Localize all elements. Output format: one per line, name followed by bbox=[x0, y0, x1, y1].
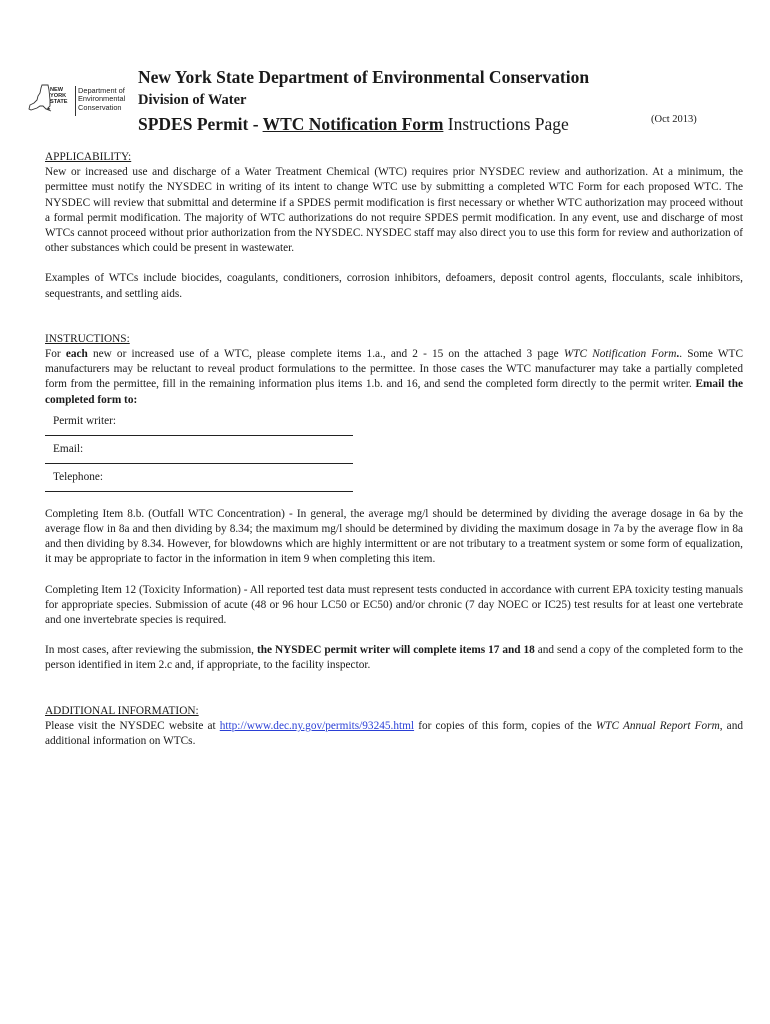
additional-info-heading: ADDITIONAL INFORMATION: bbox=[45, 704, 199, 717]
form-title: SPDES Permit - WTC Notification Form Instructions Page bbox=[138, 114, 569, 134]
instructions-paragraph: For each new or increased use of a WTC, please complete items 1.a., and 2 - 15 on the attached 3 page WTC Notification Form.. Some WTC manufacturers may be reluctant to reveal product formulations to the permittee. In those cases the WTC manufacturer may take a partially completed form from the permittee, fill in the remaining information plus items 1.b. and 16, and send the completed form directly to the permit writer. Email the completed form to: bbox=[45, 348, 743, 406]
additional-info-paragraph: Please visit the NYSDEC website at http://www.dec.ny.gov/permits/93245.html for copies of this form, copies of the WTC Annual Report Form, and additional information on WTCs. bbox=[45, 719, 743, 748]
email-field[interactable]: Email: bbox=[45, 436, 353, 464]
logo-state-text: NEW YORK STATE bbox=[50, 87, 68, 105]
item-12-paragraph: Completing Item 12 (Toxicity Information) - All reported test data must represent tests conducted in accordance with current EPA toxicity testing manuals for appropriate species. Submission of acute (48 or 96 hour LC50 or EC50) and/or chronic (7 day NOEC or IC25) test results for at least one vertebrate and one invertebrate species is required. bbox=[45, 583, 743, 627]
instructions-heading: INSTRUCTIONS: bbox=[45, 332, 130, 345]
document-body bbox=[45, 150, 743, 749]
telephone-field[interactable]: Telephone: bbox=[45, 464, 353, 492]
item-8b-paragraph: Completing Item 8.b. (Outfall WTC Concentration) - In general, the average mg/l should be determined by dividing the average dosage in 6a by the average flow in 8a and then dividing by 8.34; the maximum mg/l should be determined by dividing the maximum dosage in 7a by the average flow in 8a and then dividing by 8.34. However, for blowdowns which are highly intermittent or are not tributary to a treatment system or some form of equalization, it may be appropriate to factor in the information in item 9 when completing this item. bbox=[45, 507, 743, 566]
logo-department-text: Department of Environmental Conservation bbox=[78, 86, 126, 112]
revision-date: (Oct 2013) bbox=[651, 114, 697, 125]
applicability-paragraph: New or increased use and discharge of a Water Treatment Chemical (WTC) requires prior NYSDEC review and authorization. At a minimum, the permittee must notify the NYSDEC in writing of its intent to change WTC use by submitting a completed WTC Form for each proposed WTC. The NYSDEC will review that submittal and determine if a SPDES permit modification is first necessary or whether WTC authorization may proceed without a formal permit modification. The majority of WTC authorizations do not require SPDES permit modification. In any event, use and discharge of most WTCs cannot proceed without prior authorization from the NYSDEC. NYSDEC staff may also direct you to use this form for review and authorization of other substances which could be present in wastewater. bbox=[45, 166, 743, 255]
permit-writer-field[interactable]: Permit writer: bbox=[45, 408, 353, 436]
examples-paragraph: Examples of WTCs include biocides, coagulants, conditioners, corrosion inhibitors, defoamers, deposit control agents, flocculants, scale inhibitors, sequestrants, and settling aids. bbox=[45, 272, 743, 300]
new-york-state-outline-icon bbox=[28, 84, 52, 114]
page-title: New York State Department of Environmental Conservation bbox=[138, 67, 590, 87]
logo-divider bbox=[75, 86, 76, 116]
form-name: WTC Notification Form bbox=[262, 114, 444, 134]
nysdec-website-link[interactable]: http://www.dec.ny.gov/permits/93245.html bbox=[219, 719, 415, 732]
division-title: Division of Water bbox=[138, 92, 247, 108]
applicability-heading: APPLICABILITY: bbox=[45, 151, 132, 163]
review-paragraph: In most cases, after reviewing the submission, the NYSDEC permit writer will complete items 17 and 18 and send a copy of the completed form to the person identified in item 2.c and, if appropriate, to the facility inspector. bbox=[45, 644, 743, 672]
nysdec-logo bbox=[28, 84, 132, 120]
